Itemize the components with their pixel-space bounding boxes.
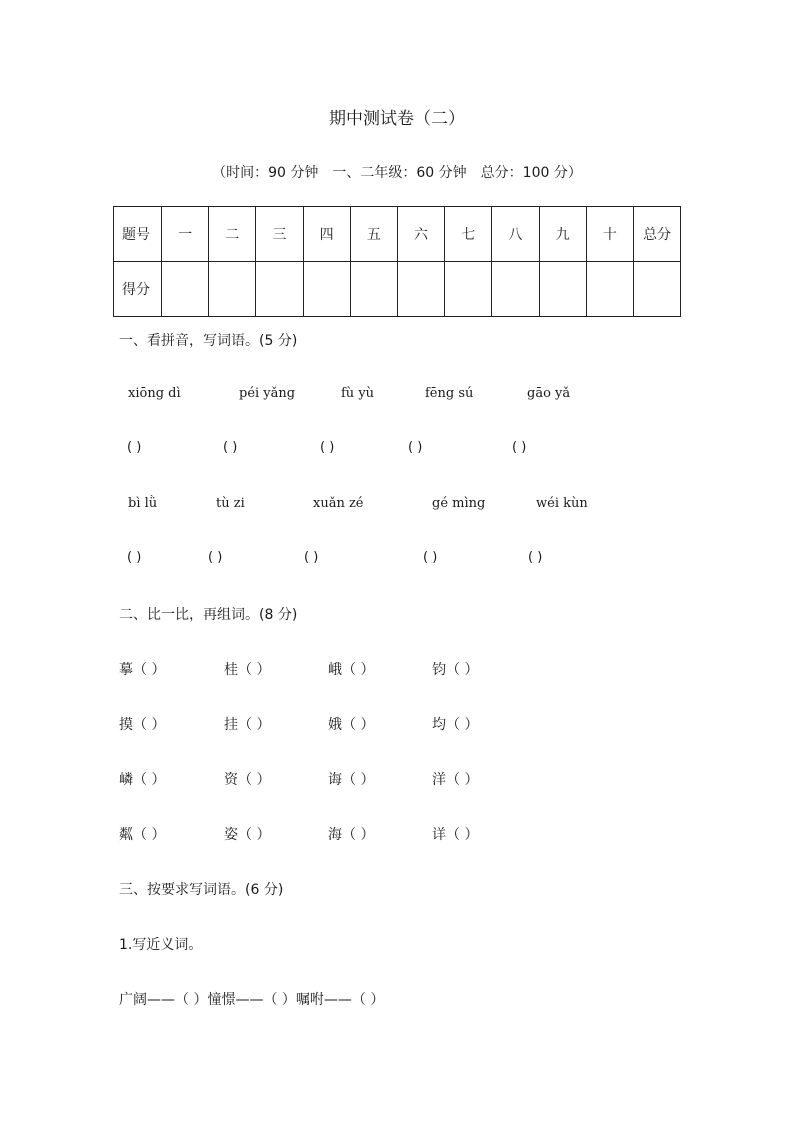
section-1-title: 一、看拼音，写词语。(5 分) [119,333,298,349]
compare-item[interactable]: 钧（ ） [432,662,479,678]
score-cell[interactable] [303,262,350,317]
score-table-header-cell: 八 [492,207,539,262]
score-cell[interactable] [445,262,492,317]
answer-blank-parens: ( ) [528,550,543,565]
pinyin-item: péi yǎng [239,386,296,401]
answer-blank-parens: ( ) [223,440,238,455]
score-cell[interactable] [256,262,303,317]
pinyin-item: xuǎn zé [313,496,364,511]
score-cell[interactable] [397,262,444,317]
compare-item[interactable]: 娥（ ） [328,717,375,733]
compare-item[interactable]: 粼（ ） [119,827,166,843]
compare-item[interactable]: 摸（ ） [119,717,166,733]
answer-blank-parens: ( ) [320,440,335,455]
score-table-header-cell: 二 [209,207,256,262]
pinyin-item: bì lǜ [128,496,158,511]
pinyin-item: wéi kùn [536,496,588,511]
answer-blank[interactable] [528,550,604,565]
pinyin-item: xiōng dì [128,386,181,401]
answer-blank[interactable] [127,440,193,455]
pinyin-item: fù yù [341,386,375,401]
compare-item[interactable]: 详（ ） [432,827,479,843]
score-cell[interactable] [209,262,256,317]
answer-blank-parens: ( ) [512,440,527,455]
answer-blank[interactable] [423,550,491,565]
answer-blank[interactable] [304,550,389,565]
score-table-header-cell: 六 [397,207,444,262]
score-table-header-cell: 三 [256,207,303,262]
score-cell[interactable] [162,262,209,317]
pinyin-item: fēng sú [425,386,474,401]
answer-blank[interactable] [408,440,483,455]
answer-blank[interactable] [208,550,268,565]
synonym-row[interactable]: 广阔——（ ）憧憬——（ ）嘱咐——（ ） [119,992,385,1008]
score-table-header-cell: 题号 [114,207,162,262]
score-row-label: 得分 [114,262,162,317]
answer-blank-parens: ( ) [408,440,423,455]
answer-blank-parens: ( ) [127,550,142,565]
pinyin-item: gāo yǎ [527,386,571,401]
score-table-score-row [114,262,681,317]
compare-item[interactable]: 洋（ ） [432,772,479,788]
compare-item[interactable]: 均（ ） [432,717,479,733]
compare-item[interactable]: 诲（ ） [328,772,375,788]
exam-info: （时间：90 分钟 一、二年级：60 分钟 总分：100 分） [212,165,582,181]
section-3-sub-1: 1.写近义词。 [119,937,203,953]
compare-item[interactable]: 资（ ） [224,772,271,788]
compare-item[interactable]: 桂（ ） [224,662,271,678]
answer-blank[interactable] [223,440,283,455]
section-2-title: 二、比一比，再组词。(8 分) [119,607,298,623]
section-3-title: 三、按要求写词语。(6 分) [119,882,284,898]
pinyin-item: tù zi [216,496,245,511]
page-title: 期中测试卷（二） [329,109,465,129]
answer-blank-parens: ( ) [127,440,142,455]
answer-blank-parens: ( ) [423,550,438,565]
score-table-header-cell: 一 [162,207,209,262]
compare-item[interactable]: 姿（ ） [224,827,271,843]
score-table-header-cell: 四 [303,207,350,262]
compare-item[interactable]: 海（ ） [328,827,375,843]
score-table-header-cell: 五 [350,207,397,262]
score-cell[interactable] [350,262,397,317]
score-table-header-cell: 九 [539,207,586,262]
score-cell[interactable] [539,262,586,317]
score-table [113,206,681,317]
score-cell[interactable] [586,262,633,317]
score-cell[interactable] [634,262,681,317]
answer-blank-parens: ( ) [304,550,319,565]
score-cell[interactable] [492,262,539,317]
compare-item[interactable]: 峨（ ） [328,662,375,678]
answer-blank-parens: ( ) [208,550,223,565]
score-table-header-cell: 十 [586,207,633,262]
answer-blank[interactable] [127,550,179,565]
pinyin-item: gé mìng [432,496,486,511]
score-table-header-cell: 七 [445,207,492,262]
score-table-header-row [114,207,681,262]
compare-item[interactable]: 摹（ ） [119,662,166,678]
compare-item[interactable]: 嶙（ ） [119,772,166,788]
score-table-header-cell: 总分 [634,207,681,262]
answer-blank[interactable] [512,440,578,455]
answer-blank[interactable] [320,440,380,455]
compare-item[interactable]: 挂（ ） [224,717,271,733]
